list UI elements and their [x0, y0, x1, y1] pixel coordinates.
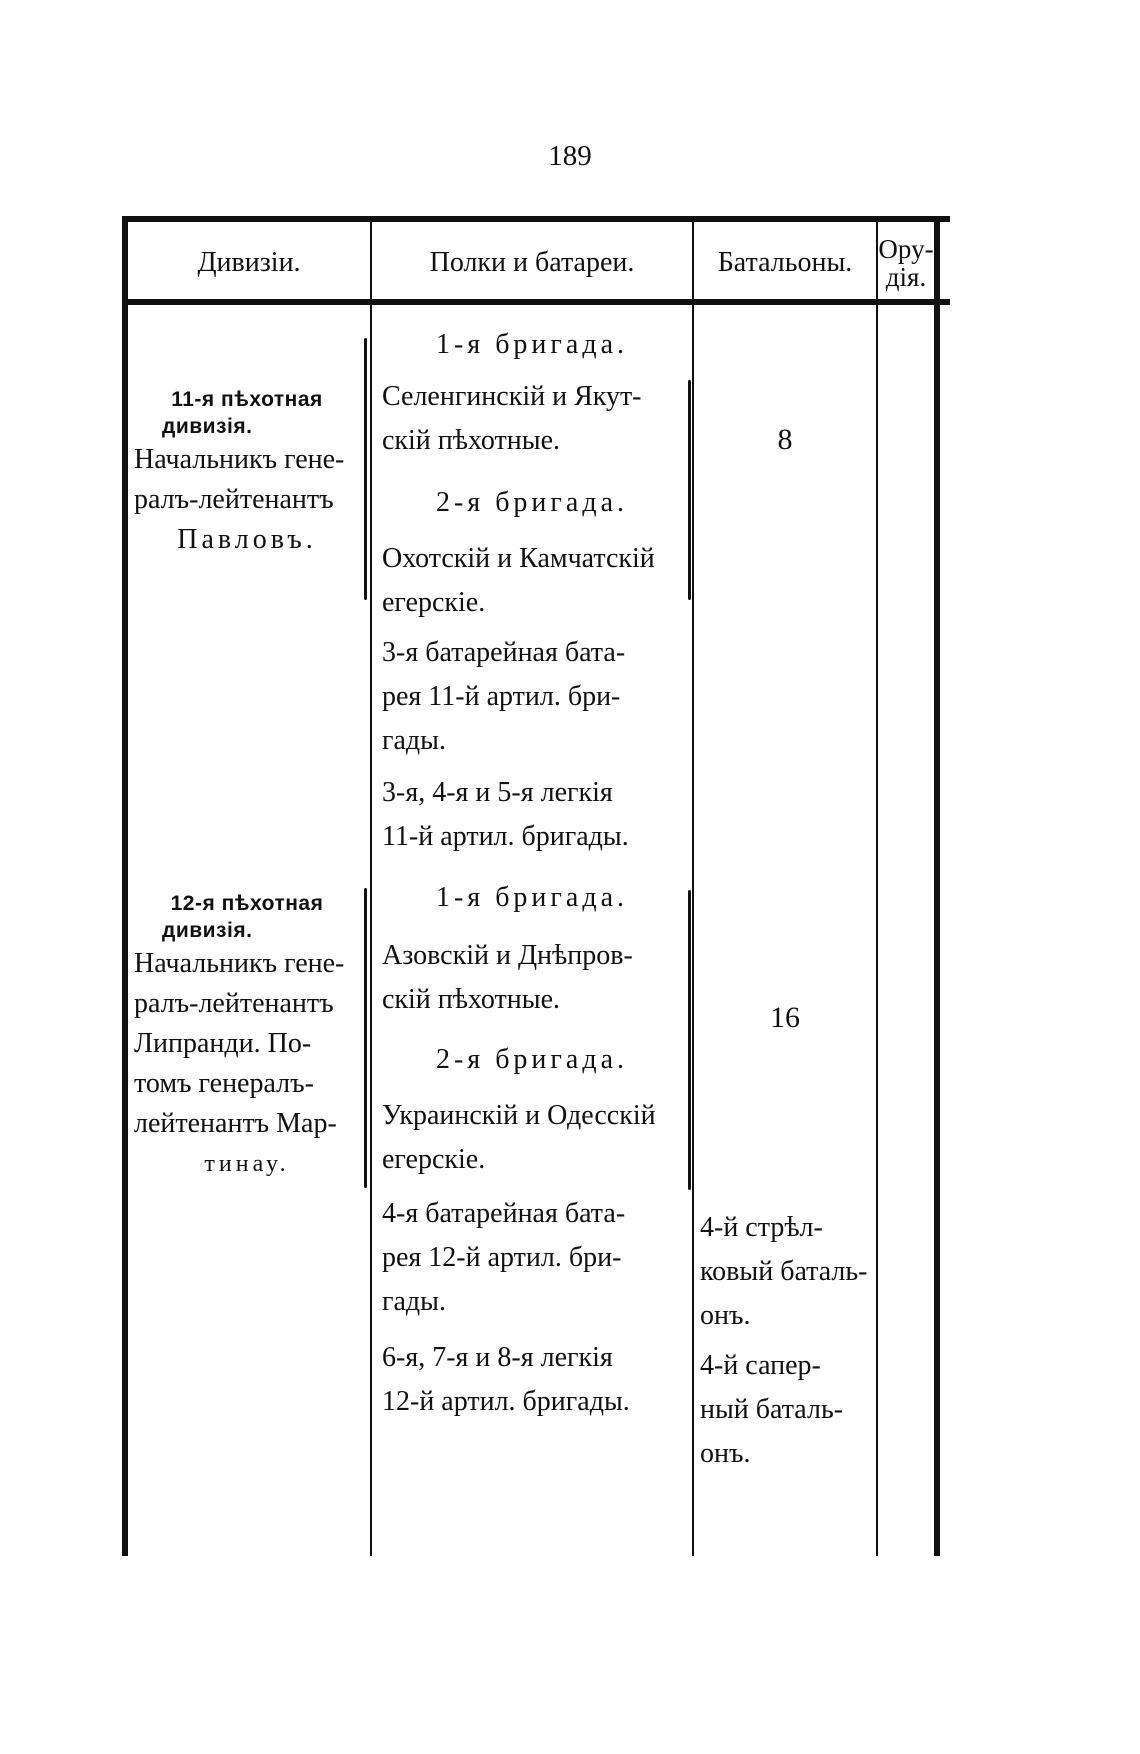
division-11-title-cont: дивизія. — [162, 415, 253, 438]
division-11-title: 11-я пѣхотная — [171, 388, 323, 411]
division-12-battalions: 16 — [770, 1001, 800, 1034]
division-12-regiments — [382, 876, 682, 1424]
header-divisions: Дивизіи. — [197, 247, 301, 279]
header-guns-line1: Ору- — [878, 233, 934, 264]
battery-line: 12-й артил. бригады. — [382, 1386, 630, 1417]
division-12-extra-battalions — [700, 1206, 870, 1476]
page-number: 189 — [548, 140, 592, 172]
battery-line: гады. — [382, 725, 446, 756]
battery-line: рея 11-й артил. бри- — [382, 681, 621, 712]
regiment-line: скій пѣхотные. — [382, 984, 561, 1015]
regiment-line: Селенгинскій и Якут- — [382, 381, 642, 412]
battery-line: 3-я, 4-я и 5-я легкія — [382, 777, 613, 808]
extra-battalion-line: онъ. — [700, 1438, 751, 1469]
division-12-title-cont: дивизія. — [162, 919, 253, 942]
division-12-title: 12-я пѣхотная — [170, 892, 324, 915]
header-battalions: Батальоны. — [717, 247, 853, 279]
division-12-commander: Липранди. По- — [134, 1028, 312, 1059]
battery-line: 4-я батарейная бата- — [382, 1198, 626, 1229]
division-12-commander: лейтенантъ Мар- — [134, 1108, 337, 1139]
division-12-commander: тинау. — [204, 1151, 290, 1177]
regiment-line: Охотскій и Камчатскій — [382, 543, 655, 574]
division-12-left-bracket — [364, 888, 367, 1188]
division-11-regiments — [382, 323, 682, 859]
division-11-commander: Начальникъ гене- — [134, 444, 345, 475]
regiment-line: Украинскій и Одесскій — [382, 1100, 656, 1131]
column-divider-3 — [876, 222, 878, 1556]
division-12-commander: Начальникъ гене- — [134, 948, 345, 979]
battery-line: 3-я батарейная бата- — [382, 637, 626, 668]
extra-battalion-line: ный баталь- — [700, 1394, 844, 1425]
regiment-line: егерскіе. — [382, 1144, 486, 1175]
extra-battalion-line: 4-й стрѣл- — [700, 1212, 823, 1243]
header-guns — [878, 228, 934, 298]
right-border — [934, 216, 940, 1556]
division-12-cell — [134, 890, 360, 1184]
regiment-line: Азовскій и Днѣпров- — [382, 940, 633, 971]
extra-battalion-line: ковый баталь- — [700, 1256, 868, 1287]
division-12-commander: томъ генералъ- — [134, 1068, 314, 1099]
division-11-commander: ралъ-лейтенантъ — [134, 484, 334, 515]
brigade-label: 2-я бригада. — [435, 487, 629, 518]
battery-line: 6-я, 7-я и 8-я легкія — [382, 1342, 613, 1373]
brigade-label: 1-я бригада. — [435, 882, 629, 913]
battery-line: рея 12-й артил. бри- — [382, 1242, 622, 1273]
regiment-line: скій пѣхотные. — [382, 425, 561, 456]
extra-battalion-line: 4-й сапер- — [700, 1350, 821, 1381]
division-11-cell — [134, 386, 360, 560]
division-11-right-bracket — [688, 380, 691, 600]
header-guns-line2: дія. — [885, 262, 927, 292]
top-rule — [122, 216, 950, 222]
header-rule — [122, 299, 950, 305]
division-12-right-bracket — [688, 890, 691, 1190]
battery-line: 11-й артил. бригады. — [382, 821, 629, 852]
header-regiments: Полки и батареи. — [429, 247, 635, 279]
division-11-left-bracket — [364, 338, 367, 600]
brigade-label: 2-я бригада. — [435, 1044, 629, 1075]
left-border — [122, 216, 128, 1556]
division-12-commander: ралъ-лейтенантъ — [134, 988, 334, 1019]
brigade-label: 1-я бригада. — [435, 329, 629, 360]
column-divider-1 — [370, 222, 372, 1556]
division-11-commander-name: Павловъ. — [177, 524, 317, 555]
division-11-battalions: 8 — [777, 423, 793, 456]
extra-battalion-line: онъ. — [700, 1300, 751, 1331]
regiment-line: егерскіе. — [382, 587, 486, 618]
battery-line: гады. — [382, 1286, 446, 1317]
